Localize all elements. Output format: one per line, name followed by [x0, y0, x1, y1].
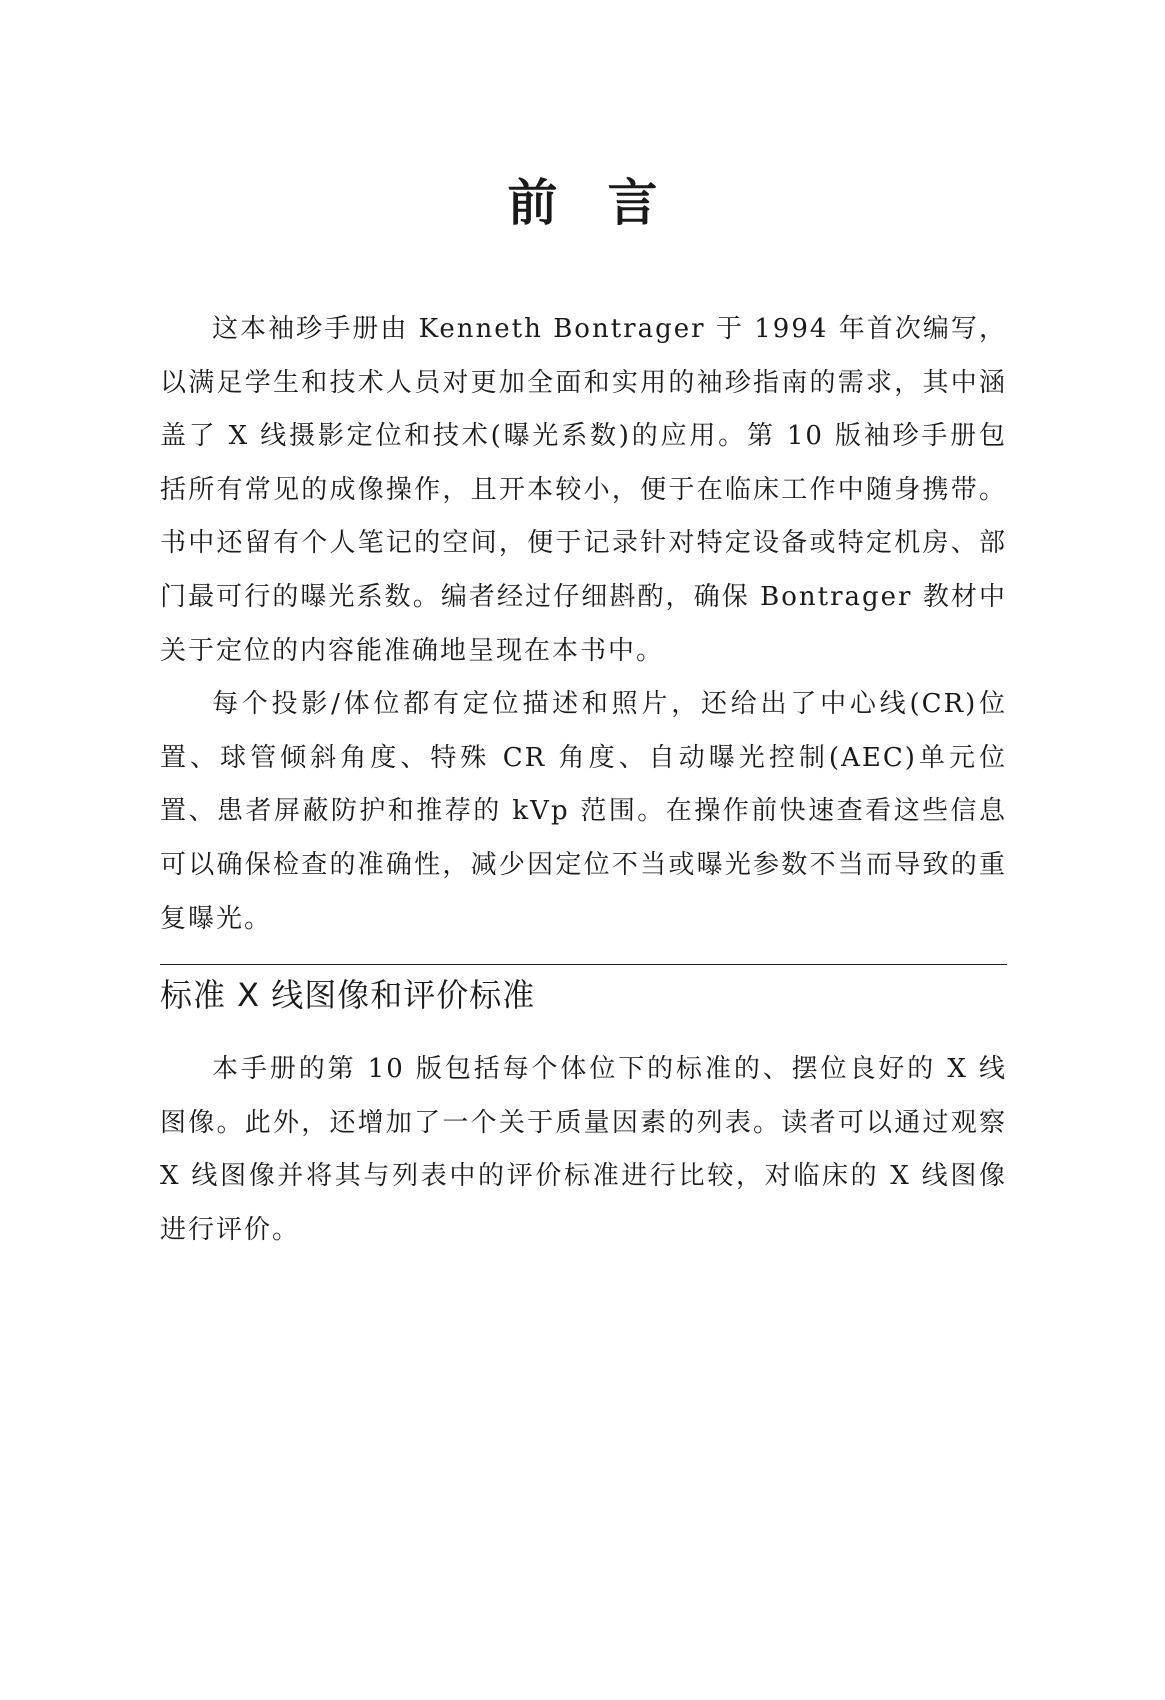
section-divider	[160, 964, 1007, 965]
preface-paragraph-2: 每个投影/体位都有定位描述和照片，还给出了中心线(CR)位置、球管倾斜角度、特殊 CR 角度、自动曝光控制(AEC)单元位置、患者屏蔽防护和推荐的 kVp 范围。在操作前快速查看这些信息可以确保检查的准确性，减少因定位不当或曝光参数不当而导致的重复曝光。	[160, 689, 1007, 934]
page-content	[160, 303, 1007, 1258]
section-paragraph-1: 本手册的第 10 版包括每个体位下的标准的、摆位良好的 X 线图像。此外，还增加了一个关于质量因素的列表。读者可以通过观察 X 线图像并将其与列表中的评价标准进行比较，对临床的 X 线图像进行评价。	[160, 1054, 1007, 1245]
page-title: 前言	[507, 174, 708, 232]
preface-paragraph-1: 这本袖珍手册由 Kenneth Bontrager 于 1994 年首次编写，以满足学生和技术人员对更加全面和实用的袖珍指南的需求，其中涵盖了 X 线摄影定位和技术(曝光系数)的应用。第 10 版袖珍手册包括所有常见的成像操作，且开本较小，便于在临床工作中随身携带。书中还留有个人笔记的空间，便于记录针对特定设备或特定机房、部门最可行的曝光系数。编者经过仔细斟酌，确保 Bontrager 教材中关于定位的内容能准确地呈现在本书中。	[160, 314, 1007, 666]
section-body	[160, 1043, 1007, 1257]
section-heading: 标准 X 线图像和评价标准	[160, 976, 536, 1015]
